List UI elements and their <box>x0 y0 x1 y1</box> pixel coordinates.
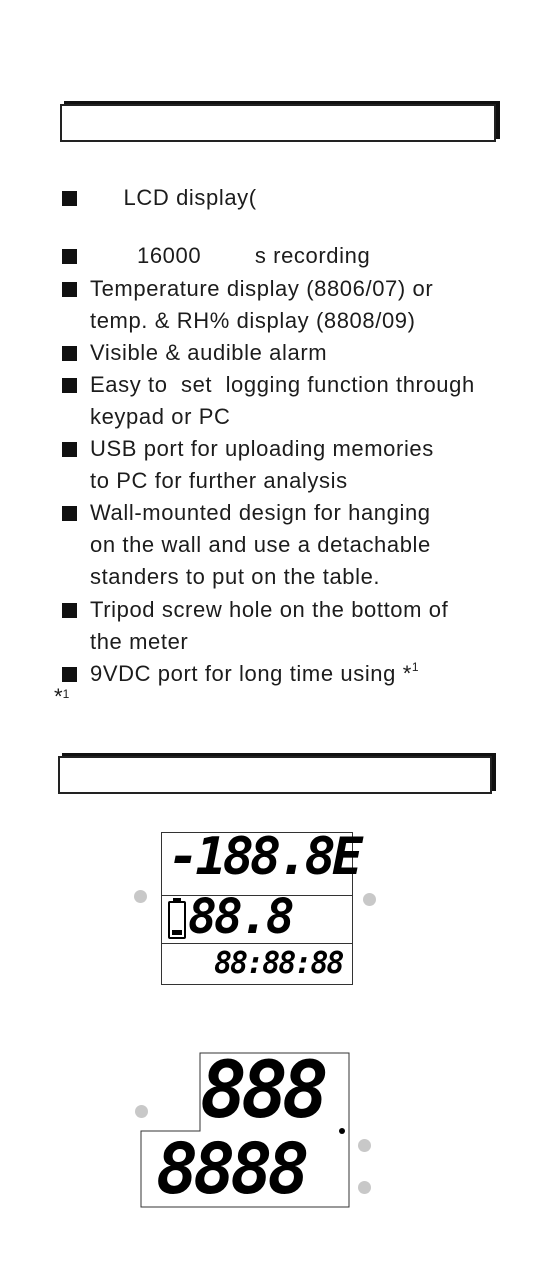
lcd2-top-reading: 888 <box>200 1046 323 1136</box>
features-title-box <box>60 104 496 142</box>
callout-dot <box>135 1105 148 1118</box>
bullet-icon <box>62 442 77 457</box>
footnote-marker: *$^1$ <box>54 684 70 709</box>
lcd2-bottom-reading: 8888 <box>156 1128 305 1210</box>
bullet-icon <box>62 667 77 682</box>
bullet-icon <box>62 249 77 264</box>
bullet-icon <box>62 346 77 361</box>
lcd-display-1 <box>161 827 360 985</box>
bullet-icon <box>62 378 77 393</box>
bullet-icon <box>62 282 77 297</box>
lcd1-secondary-reading: 88.8 <box>188 889 292 945</box>
lcd2-decimal-dot <box>339 1128 345 1134</box>
battery-icon <box>168 901 186 939</box>
callout-dot <box>358 1181 371 1194</box>
lcd1-main-reading: -188.8E <box>168 827 360 887</box>
bullet-icon <box>62 603 77 618</box>
callout-dot <box>134 890 147 903</box>
callout-dot <box>363 893 376 906</box>
display-title-box <box>58 756 492 794</box>
callout-dot <box>358 1139 371 1152</box>
bullet-icon <box>62 506 77 521</box>
bullet-icon <box>62 191 77 206</box>
lcd1-clock-reading: 88:88:88 <box>214 946 343 981</box>
